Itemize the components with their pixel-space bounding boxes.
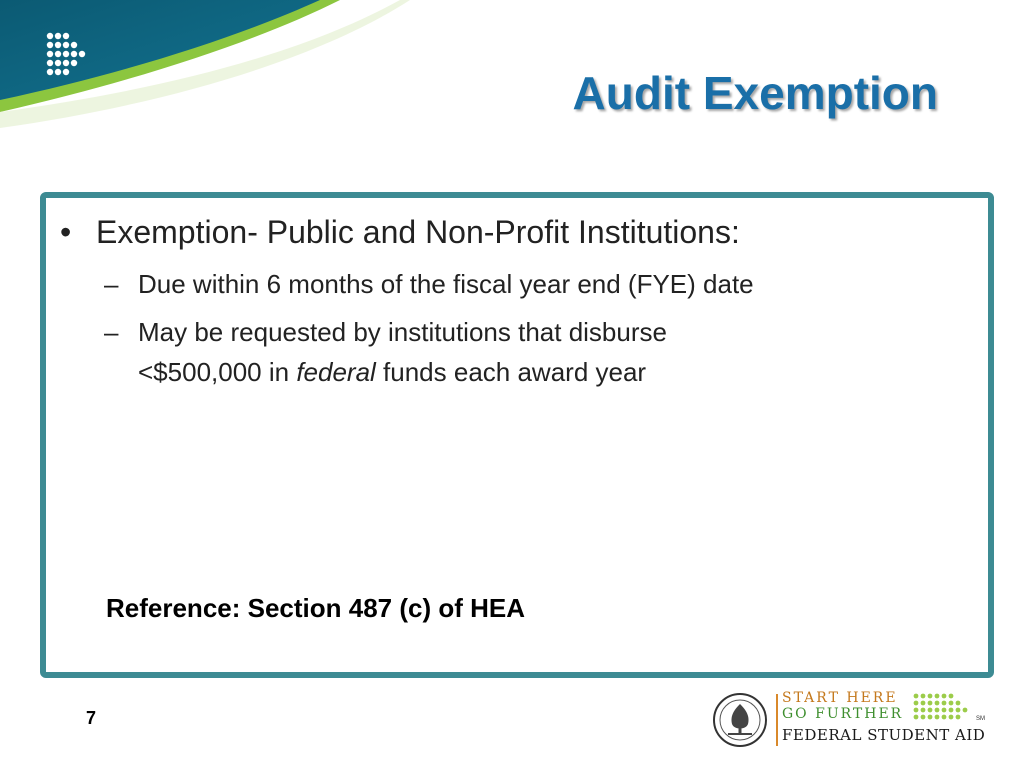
fsa-brand-logo — [712, 688, 986, 750]
sub-bullet-text-part: <$500,000 in — [138, 357, 297, 387]
sub-bullet-item — [104, 312, 864, 392]
sub-bullet-text: Due within 6 months of the fiscal year end (FYE) date — [138, 269, 754, 299]
page-number: 7 — [86, 708, 97, 728]
sub-bullet-marker: – — [104, 269, 119, 299]
sub-bullet-marker: – — [104, 317, 119, 347]
reference-note: Reference: Section 487 (c) of HEA — [106, 593, 526, 623]
brand-line-1: START HERE — [782, 690, 898, 706]
brand-line-2: GO FURTHER — [782, 706, 904, 722]
bullet-marker: • — [60, 214, 72, 250]
slide-title: Audit Exemption — [572, 67, 938, 119]
bullet-item — [60, 214, 740, 251]
sub-bullet-item — [104, 264, 754, 304]
brand-line-3: FEDERAL STUDENT AID — [782, 726, 986, 744]
brand-dots-icon — [912, 692, 978, 722]
brand-separator — [776, 694, 778, 746]
emphasis-text: federal — [296, 357, 376, 387]
department-of-education-seal-icon — [712, 692, 768, 748]
dot-arrow-logo-icon — [44, 30, 96, 76]
content-box — [40, 192, 994, 678]
trademark-mark: SM — [976, 716, 985, 722]
sub-bullet-text-line2 — [104, 352, 864, 392]
sub-bullet-text: May be requested by institutions that disburse — [138, 317, 667, 347]
bullet-text: Exemption- Public and Non-Profit Institutions: — [96, 214, 740, 250]
sub-bullet-text-part: funds each award year — [375, 357, 647, 387]
